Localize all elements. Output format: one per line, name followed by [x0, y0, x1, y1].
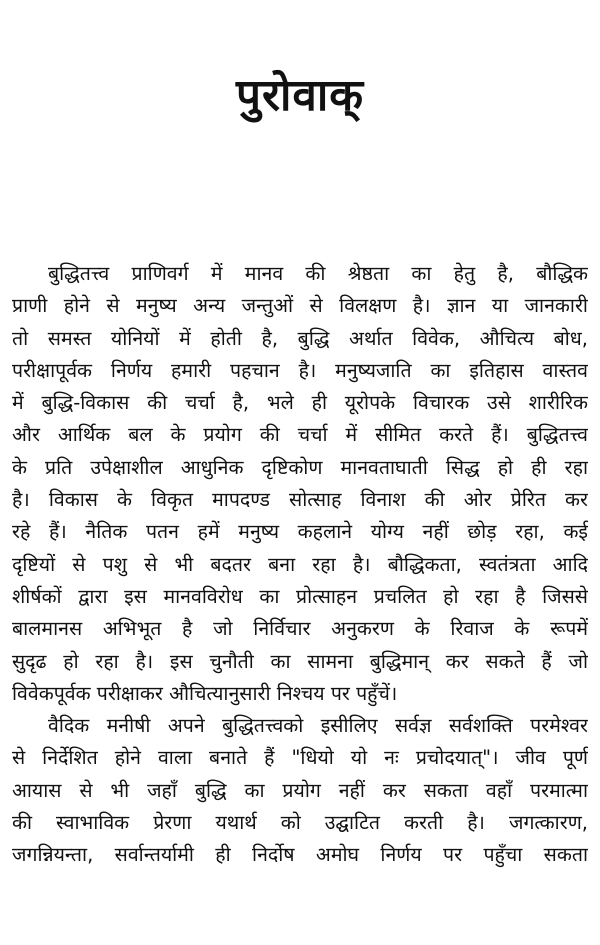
paragraph-1-line-4: परीक्षापूर्वक निर्णय हमारी पहचान है। मनुष्यजाति का इतिहास वास्तव — [12, 358, 588, 382]
paragraph-1-line-13: सुदृढ हो रहा है। इस चुनौती का सामना बुद्धिमान् कर सकते हैं जो — [12, 649, 588, 673]
paragraph-1-line-10: दृष्टियों से पशु से भी बदतर बना रहा है। बौद्धिकता, स्वतंत्रता आदि — [12, 552, 588, 576]
paragraph-2-line-3: आयास से भी जहाँ बुद्धि का प्रयोग नहीं कर सकता वहाँ परमात्मा — [12, 778, 588, 802]
paragraph-1-line-14: विवेकपूर्वक परीक्षाकर औचित्यानुसारी निश्चय पर पहुँचें। — [12, 681, 398, 705]
paragraph-1-line-2: प्राणी होने से मनुष्य अन्य जन्तुओं से विलक्षण है। ज्ञान या जानकारी — [12, 294, 588, 318]
paragraph-1-line-1: बुद्धितत्त्व प्राणिवर्ग में मानव की श्रेष्ठता का हेतु है, बौद्धिक — [48, 262, 588, 285]
paragraph-1-line-5: में बुद्धि-विकास की चर्चा है, भले ही यूरोपके विचारक उसे शारीरिक — [12, 391, 588, 415]
paragraph-2-line-5: जगन्नियन्ता, सर्वान्तर्यामी ही निर्दोष अमोघ निर्णय पर पहुँचा सकता — [12, 843, 588, 867]
paragraph-1-line-11: शीर्षकों द्वारा इस मानवविरोध का प्रोत्साहन प्रचलित हो रहा है जिससे — [12, 584, 588, 608]
page-title: पुरोवाक् — [235, 70, 365, 121]
body-text — [12, 258, 588, 872]
paragraph-1-line-9: रहे हैं। नैतिक पतन हमें मनुष्य कहलाने योग्य नहीं छोड़ रहा, कई — [12, 520, 588, 544]
paragraph-1-line-7: के प्रति उपेक्षाशील आधुनिक दृष्टिकोण मानवताघाती सिद्ध हो ही रहा — [12, 455, 588, 479]
paragraph-1-line-12: बालमानस अभिभूत है जो निर्विचार अनुकरण के रिवाज के रूपमें — [12, 617, 588, 641]
paragraph-1-line-6: और आर्थिक बल के प्रयोग की चर्चा में सीमित करते हैं। बुद्धितत्त्व — [12, 423, 588, 447]
paragraph-1-line-3: तो समस्त योनियों में होती है, बुद्धि अर्थात विवेक, औचित्य बोध, — [12, 326, 588, 350]
paragraph-1-line-8: है। विकास के विकृत मापदण्ड सोत्साह विनाश की ओर प्रेरित कर — [12, 488, 588, 512]
paragraph-2-line-4: की स्वाभाविक प्रेरणा यथार्थ को उद्घाटित करती है। जगत्कारण, — [12, 811, 588, 835]
paragraph-2-line-2: से निर्देशित होने वाला बनाते हैं "धियो यो नः प्रचोदयात्"। जीव पूर्ण — [12, 746, 588, 770]
paragraph-2-line-1: वैदिक मनीषी अपने बुद्धितत्त्वको इसीलिए सर्वज्ञ सर्वशक्ति परमेश्वर — [48, 714, 588, 738]
